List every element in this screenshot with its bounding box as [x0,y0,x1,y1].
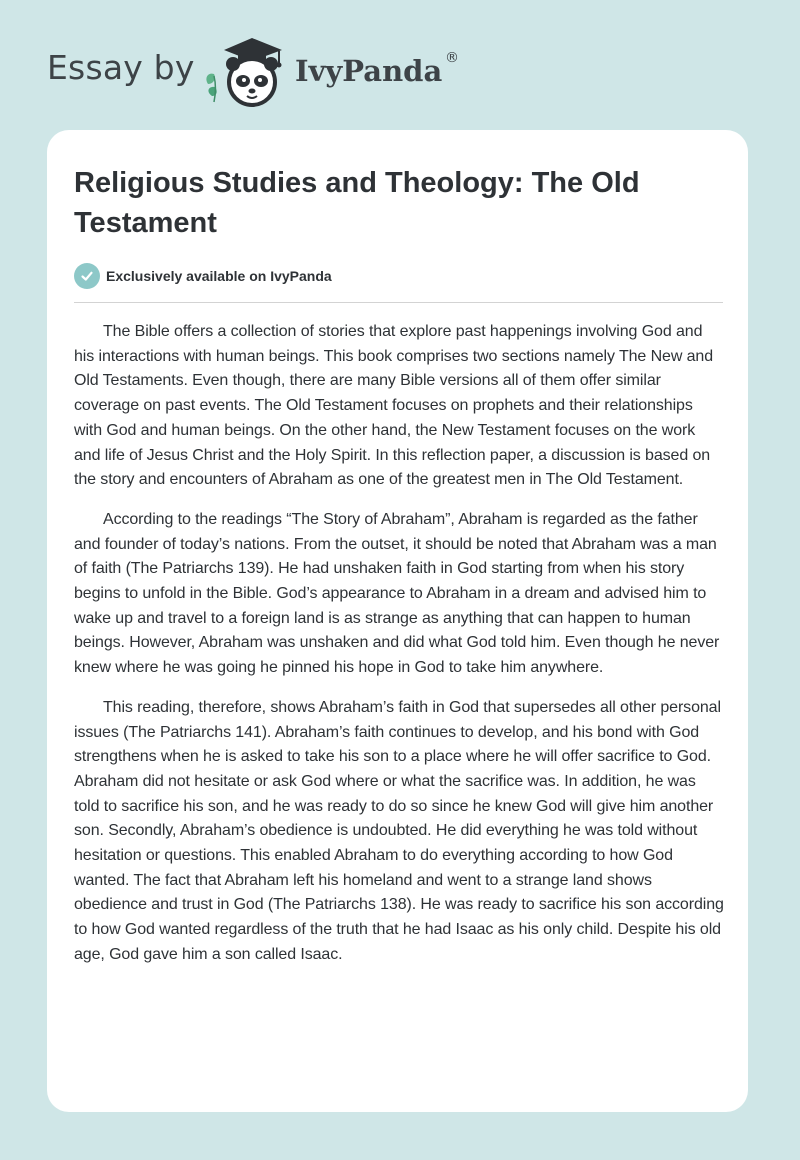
essay-title: Religious Studies and Theology: The Old Testament [74,167,640,239]
brand-name: IvyPanda [295,54,443,88]
panda-graduate-icon [202,32,292,112]
paragraph: The Bible offers a collection of stories that explore past happenings involving God and his interactions with human beings. This book comprises two sections namely The New and Old Testaments. Even though, there are many Bible versions all of them offer similar coverage on past events. The Old Testament focuses on prophets and their relationships with God and human beings. On the other hand, the New Testament focuses on the work and life of Jesus Christ and the Holy Spirit. In this reflection paper, a discussion is based on the story and encounters of Abraham as one of the greatest men in The Old Testament. [74,323,714,489]
registered-mark: ® [445,50,459,66]
brand-prefix: Essay by [47,48,195,87]
check-circle-icon [74,263,100,289]
divider [74,302,723,303]
exclusive-badge [74,263,332,289]
brand-header [47,32,477,112]
essay-body [74,320,725,983]
paragraph: This reading, therefore, shows Abraham’s faith in God that supersedes all other personal issues (The Patriarchs 141). Abraham’s faith continues to develop, and his bond with God strengthens when he is asked to take his son to a place where he will offer sacrifice to God. Abraham did not hesitate or ask God where or what the sacrifice was. In addition, he was told to sacrifice his son, and he was ready to do so since he knew God will give him another son. Secondly, Abraham’s obedience is undoubted. He did everything he was told without hesitation or questions. This enabled Abraham to do everything according to how God wanted. The fact that Abraham left his homeland and went to a strange land shows obedience and trust in God (The Patriarchs 138). He was ready to sacrifice his son according to how God wanted regardless of the truth that he had Isaac as his only child. Despite his old age, God gave him a son called Isaac. [74,698,724,963]
paragraph: According to the readings “The Story of Abraham”, Abraham is regarded as the father and founder of today’s nations. From the outset, it should be noted that Abraham was a man of faith (The Patriarchs 139). He had unshaken faith in God starting from when his story begins to unfold in the Bible. God’s appearance to Abraham in a dream and advised him to wake up and travel to a foreign land is as strange as anything that can happen to human beings. However, Abraham was unshaken and did what God told him. Even though he never knew where he was going he pinned his hope in God to take him anywhere. [74,510,720,677]
essay-card [47,130,748,1112]
exclusive-badge-text: Exclusively available on IvyPanda [106,268,332,284]
